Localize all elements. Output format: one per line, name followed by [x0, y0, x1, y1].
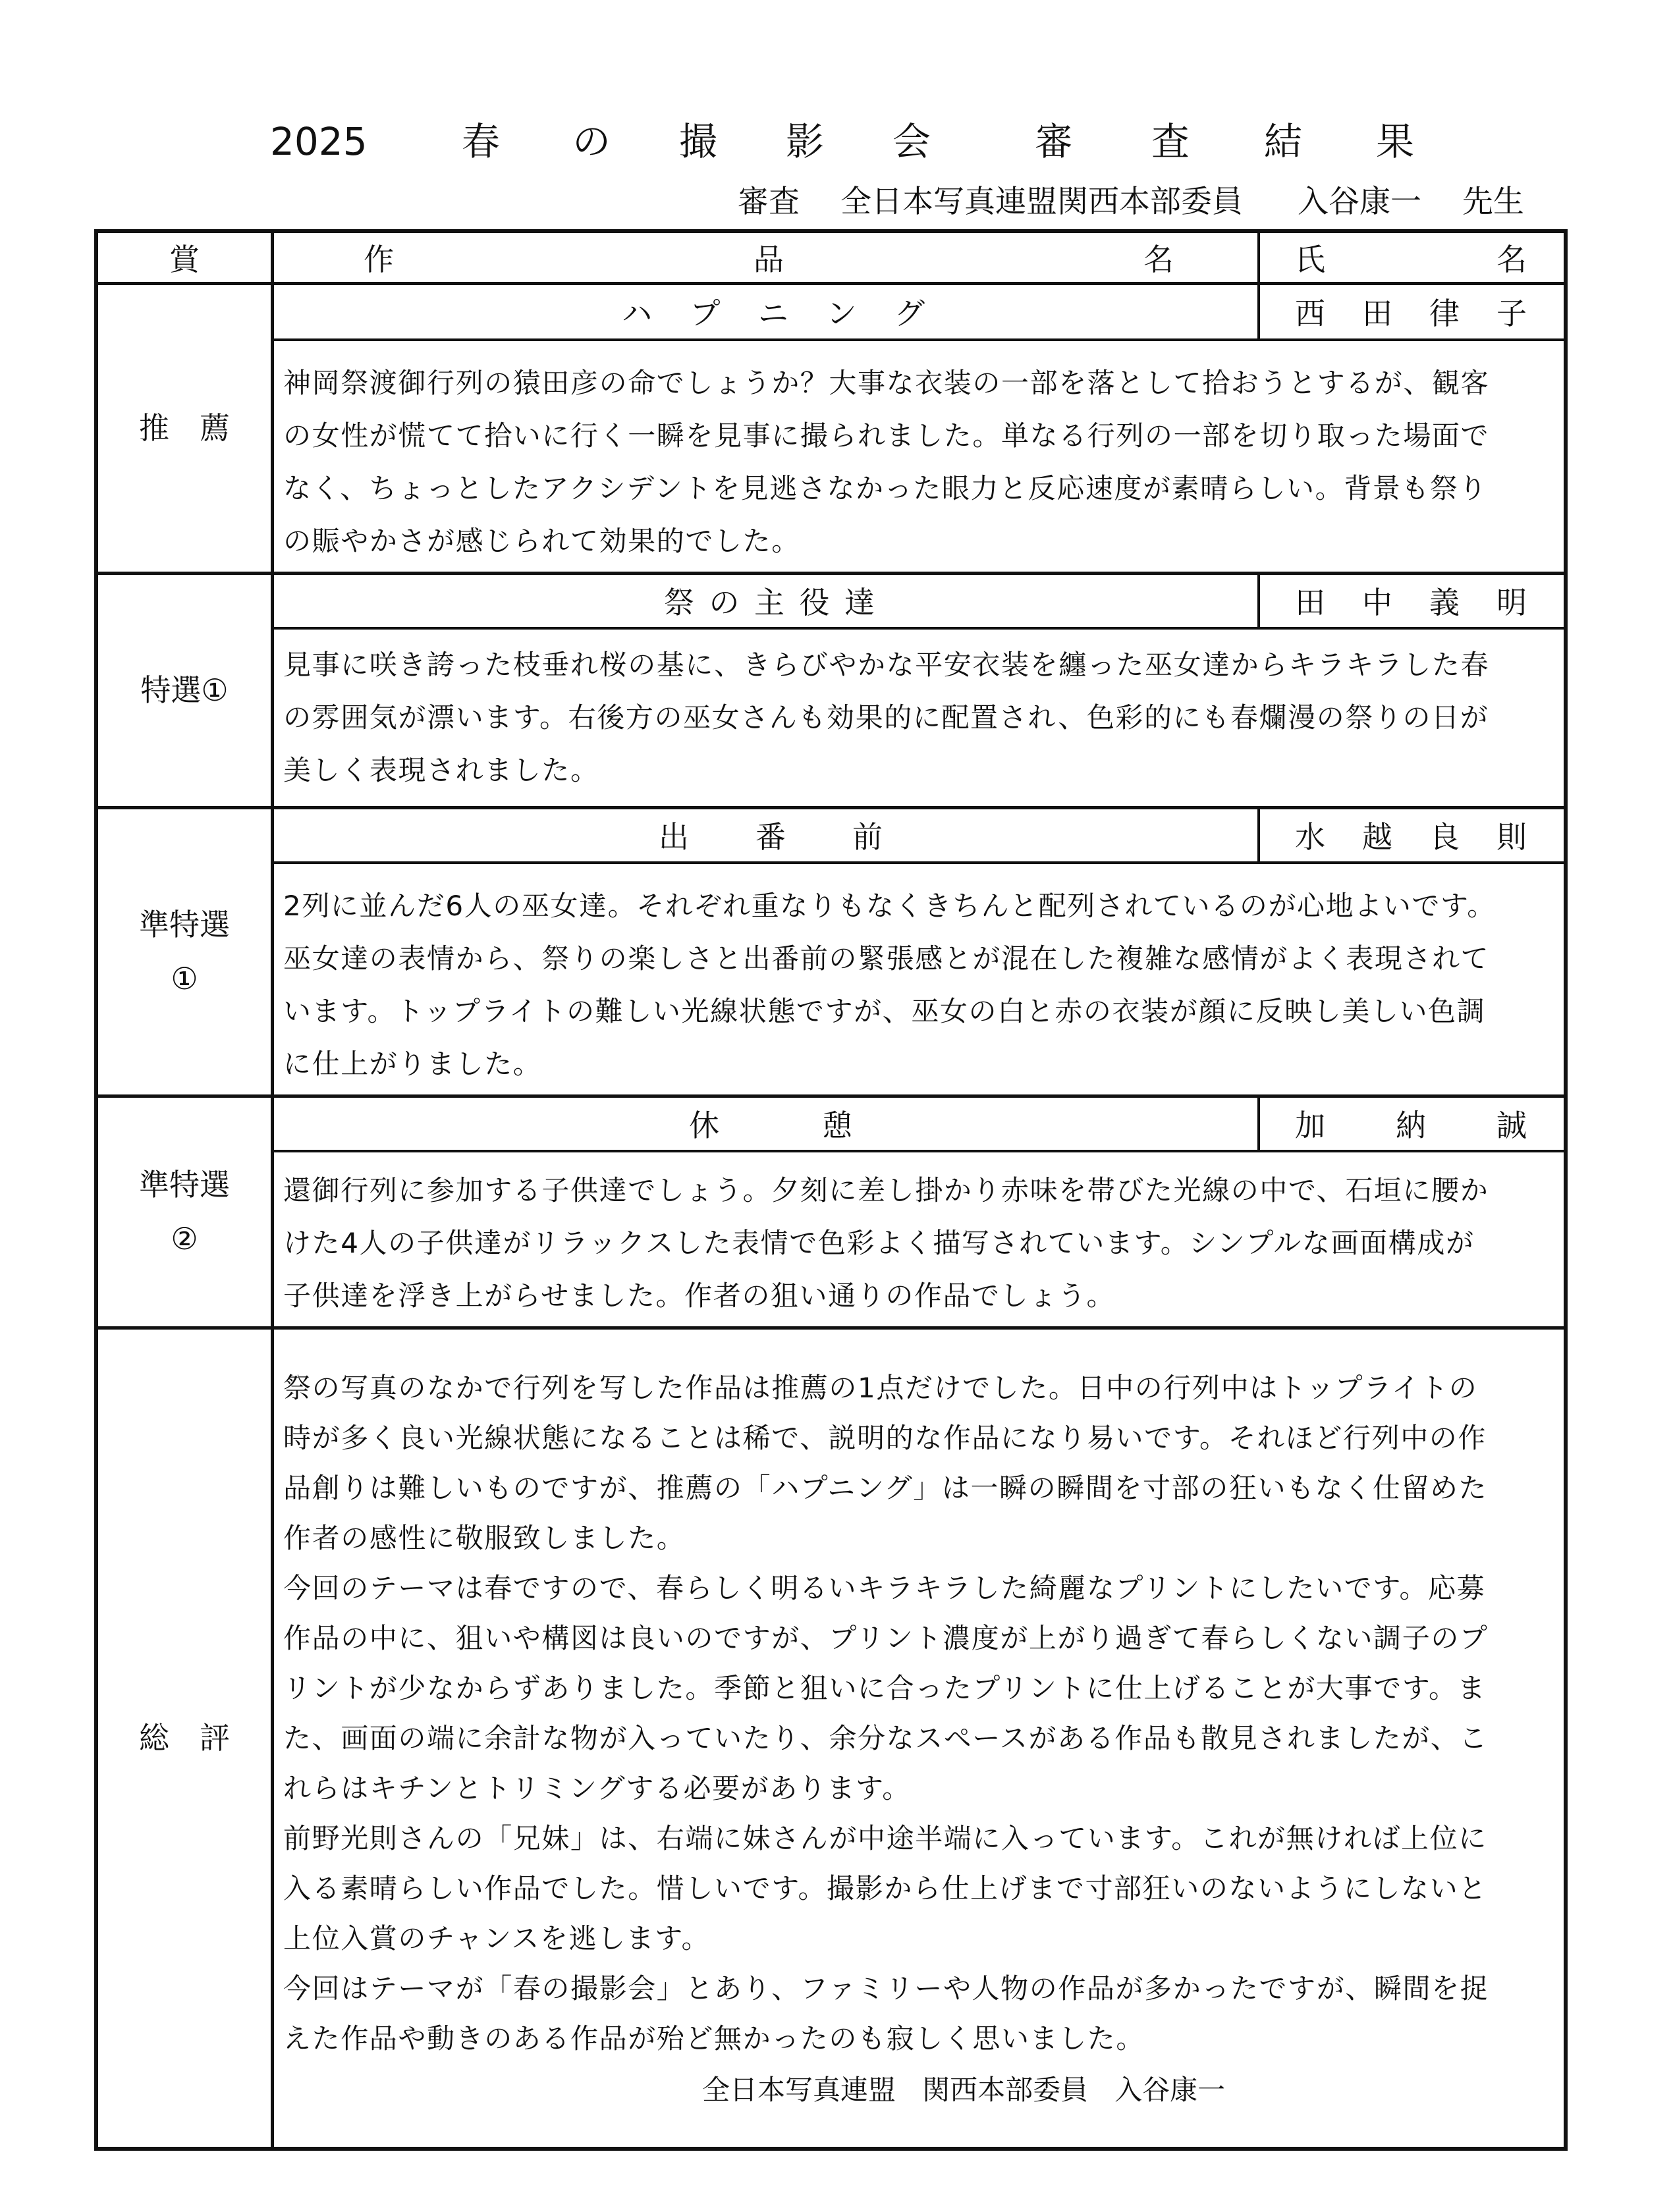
author-char: 田 [1295, 585, 1325, 620]
review-line: た、画面の端に余計な物が入っていたり、余分なスペースがある作品も散見されましたが、こ [283, 1722, 1489, 1754]
author-char: 則 [1496, 819, 1527, 855]
reviewer-name: 入谷康一 [1298, 184, 1421, 220]
author-char: 水 [1295, 819, 1325, 855]
work-title-char: 前 [852, 819, 883, 855]
work-title [689, 1097, 852, 1150]
comment-line: います。トップライトの難しい光線状態ですが、巫女の白と赤の衣装が顔に反映し美しい色調 [283, 995, 1486, 1027]
author-char: 納 [1396, 1108, 1426, 1143]
reviewer-honorific: 先生 [1462, 184, 1524, 220]
author-char: 田 [1362, 296, 1392, 331]
award-label-line: 特選① [140, 672, 229, 708]
title-char: 結 [1263, 119, 1302, 164]
comment-line: の雰囲気が漂います。右後方の巫女さんも効果的に配置され、色彩的にも春爛漫の祭りの日が [283, 701, 1489, 734]
author-char: 明 [1496, 585, 1527, 620]
work-title [664, 574, 875, 627]
judge-comment [283, 880, 1541, 1091]
row4-name-divider [1257, 1097, 1260, 1152]
work-title-char: 休 [689, 1108, 719, 1143]
comment-line: に仕上がりました。 [283, 1048, 542, 1080]
table-border-right [1564, 229, 1568, 2151]
work-title-char: ニ [758, 296, 788, 331]
work-title-char: 達 [844, 585, 875, 620]
row2-title-divider [271, 627, 1568, 630]
row4-bottom [94, 1326, 1568, 1330]
comment-line: 2列に並んだ6人の巫女達。それぞれ重なりもなくきちんと配列されているのが心地よいです。 [283, 890, 1496, 922]
work-title-char: ン [826, 296, 857, 331]
comment-line: の賑やかさが感じられて効果的でした。 [283, 525, 800, 557]
review-line: れらはキチンとトリミングする必要があります。 [283, 1772, 911, 1804]
title-char: 春 [461, 119, 500, 164]
header-name-char: 名 [1496, 242, 1527, 277]
judge-comment [283, 1164, 1541, 1322]
row4-title-divider [271, 1150, 1568, 1152]
review-line: 上位入賞のチャンスを逃します。 [283, 1922, 711, 1955]
review-line: 作品の中に、狙いや構図は良いのですが、プリント濃度が上がり過ぎて春らしくない調子のプ [283, 1622, 1489, 1654]
row1-name-divider [1257, 284, 1260, 340]
work-title-char: 主 [754, 585, 784, 620]
comment-line: 還御行列に参加する子供達でしょう。夕刻に差し掛かり赤味を帯びた光線の中で、石垣に腰か [283, 1174, 1489, 1206]
author-char: 加 [1295, 1108, 1325, 1143]
author-name [1295, 284, 1527, 338]
review-line: 今回はテーマが「春の撮影会」とあり、ファミリーや人物の作品が多かったですが、瞬間を捉 [283, 1972, 1489, 2005]
title-char: 会 [892, 119, 931, 164]
author-char: 誠 [1496, 1108, 1527, 1143]
row3-title-divider [271, 861, 1568, 864]
title-char: 査 [1151, 119, 1190, 164]
judge-comment [283, 639, 1541, 797]
comment-line: なく、ちょっとしたアクシデントを見逃さなかった眼力と反応速度が素晴らしい。背景も祭り [283, 472, 1488, 504]
title-char: 影 [785, 119, 824, 164]
award-label-line: 準特選 [139, 1167, 230, 1202]
work-title-char: 出 [659, 819, 689, 855]
comment-line: 見事に咲き誇った枝垂れ桜の基に、きらびやかな平安衣装を纏った巫女達からキラキラした春 [283, 649, 1490, 681]
signature-name: 入谷康一 [1114, 2074, 1226, 2106]
award-label-line: 準特選 [139, 907, 230, 942]
table-border-bottom [94, 2147, 1568, 2151]
award-label-line: ② [171, 1221, 198, 1256]
work-title-char: の [709, 585, 740, 620]
author-char: 子 [1496, 296, 1527, 331]
row3-name-divider [1257, 809, 1260, 863]
comment-line: 子供達を浮き上がらせました。作者の狙い通りの作品でしょう。 [283, 1280, 1116, 1312]
comment-line: の女性が慌てて拾いに行く一瞬を見事に撮られました。単なる行列の一部を切り取った場面で [283, 419, 1490, 452]
review-line: 品創りは難しいものですが、推薦の「ハプニング」は一瞬の瞬間を寸部の狂いもなく仕留めた [283, 1472, 1488, 1504]
header-name [1295, 233, 1527, 282]
review-line: 祭の写真のなかで行列を写した作品は推薦の1点だけでした。日中の行列中はトップライトの [283, 1372, 1478, 1404]
review-line: リントが少なからずありました。季節と狙いに合ったプリントに仕上げることが大事です。ま [283, 1672, 1487, 1704]
review-line: 時が多く良い光線状態になることは稀で、説明的な作品になり易いです。それほど行列中の作 [283, 1422, 1487, 1454]
award-label-special-1 [97, 574, 271, 806]
review-signature [702, 2066, 1225, 2114]
signature-org: 全日本写真連盟 [702, 2074, 896, 2106]
comment-line: 巫女達の表情から、祭りの楽しさと出番前の緊張感とが混在した複雑な感情がよく表現されて [283, 942, 1490, 975]
author-name [1295, 1097, 1527, 1150]
judge-comment [283, 357, 1541, 568]
header-work [364, 233, 1174, 282]
header-award-text: 賞 [169, 242, 200, 277]
header-work-char: 品 [754, 242, 784, 277]
award-label-line: 総 評 [139, 1720, 230, 1756]
review-line: 作者の感性に敬服致しました。 [283, 1522, 686, 1554]
row2-name-divider [1257, 574, 1260, 629]
author-char: 義 [1429, 585, 1460, 620]
review-line: えた作品や動きのある作品が殆ど無かったのも寂しく思いました。 [283, 2022, 1145, 2055]
award-label-line: ① [171, 961, 198, 996]
author-char: 良 [1429, 819, 1460, 855]
author-char: 西 [1295, 296, 1325, 331]
author-name [1295, 574, 1527, 627]
comment-line: けた4人の子供達がリラックスした表情で色彩よく描写されています。シンプルな画面構成が [283, 1227, 1475, 1259]
work-title-char: プ [690, 296, 721, 331]
review-line: 今回のテーマは春ですので、春らしく明るいキラキラした綺麗なプリントにしたいです。応募 [283, 1572, 1486, 1604]
award-label-semi-special-1 [97, 809, 271, 1094]
author-char: 中 [1362, 585, 1392, 620]
signature-dept: 関西本部委員 [922, 2074, 1089, 2106]
header-work-char: 作 [364, 242, 394, 277]
work-title-char: 役 [799, 585, 830, 620]
author-char: 越 [1362, 819, 1392, 855]
work-title [659, 809, 883, 861]
title-char: 果 [1375, 119, 1414, 164]
work-title-char: 憩 [822, 1108, 852, 1143]
reviewer-org: 全日本写真連盟関西本部委員 [840, 184, 1243, 220]
review-line: 入る素晴らしい作品でした。惜しいです。撮影から仕上げまで寸部狂いのないようにしないと [283, 1872, 1487, 1904]
general-review-text [283, 1363, 1541, 2064]
comment-line: 美しく表現されました。 [283, 754, 599, 786]
work-title-char: 祭 [664, 585, 694, 620]
review-line: 前野光則さんの「兄妹」は、右端に妹さんが中途半端に入っています。これが無ければ上位に [283, 1822, 1487, 1854]
author-char: 律 [1429, 296, 1460, 331]
header-name-divider [1257, 229, 1260, 284]
work-title [622, 284, 925, 338]
author-name [1295, 809, 1527, 861]
title-char: の [572, 119, 611, 164]
title-char: 撮 [678, 119, 717, 164]
title-char: 審 [1034, 119, 1073, 164]
comment-line: 神岡祭渡御行列の猿田彦の命でしょうか？大事な衣装の一部を落として拾おうとするが、観客 [283, 367, 1490, 399]
work-title-char: グ [894, 296, 925, 331]
award-label-general-review [97, 1329, 271, 2147]
header-work-char: 名 [1143, 242, 1174, 277]
award-label-semi-special-2 [97, 1097, 271, 1326]
award-label-recommended [97, 284, 271, 572]
reviewer-label: 審査 [738, 184, 800, 220]
work-title-char: ハ [622, 296, 652, 331]
title-year: 2025 [270, 119, 368, 164]
award-label-line: 推 薦 [139, 410, 230, 446]
row1-title-divider [271, 338, 1568, 341]
header-award [98, 233, 271, 282]
header-name-char: 氏 [1295, 242, 1325, 277]
work-title-char: 番 [755, 819, 786, 855]
